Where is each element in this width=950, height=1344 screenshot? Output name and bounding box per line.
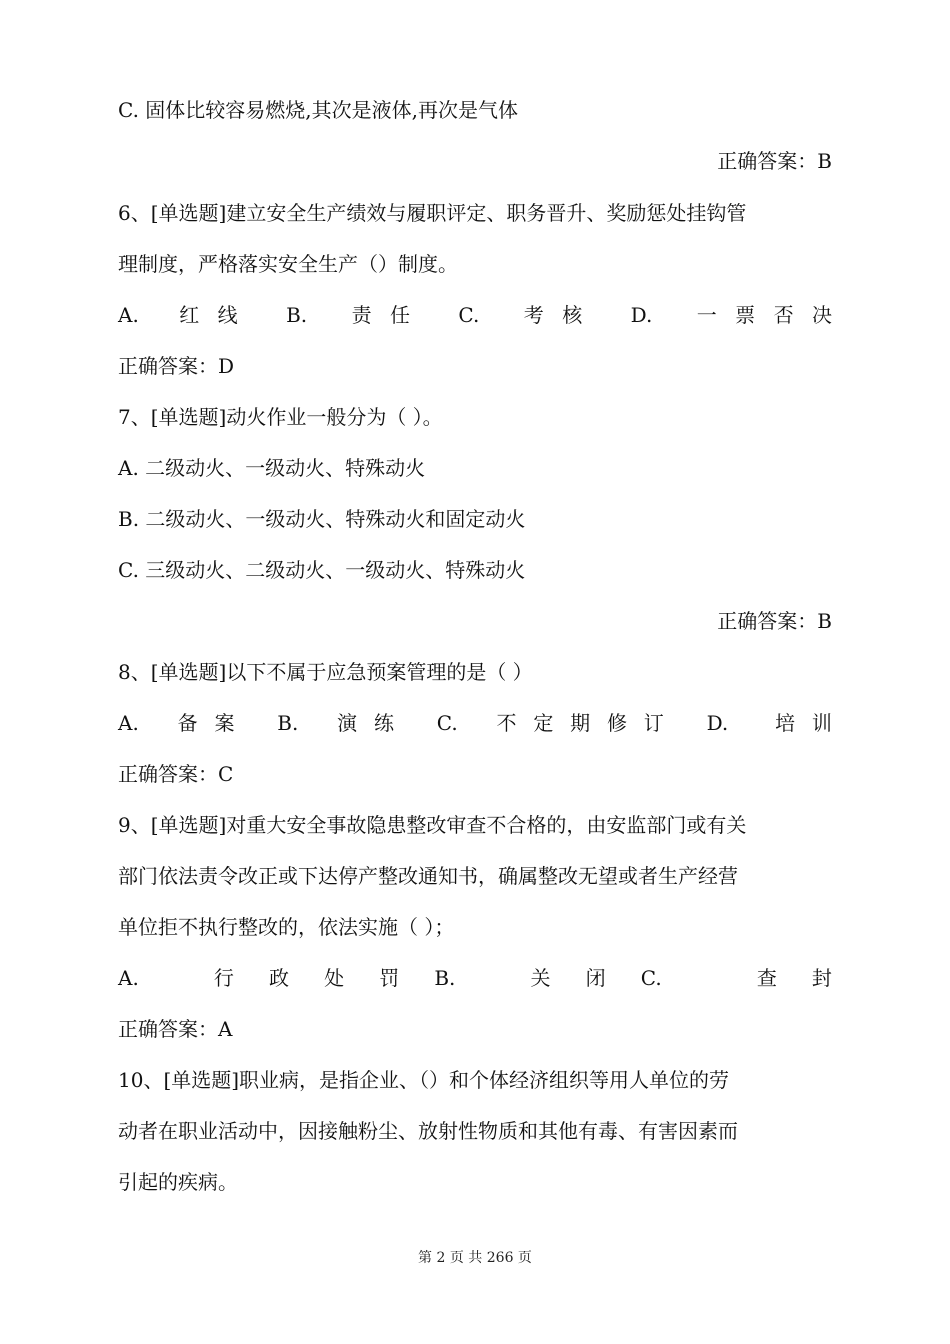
- q8-option-token: D.: [706, 711, 729, 735]
- q7-option-a: A. 二级动火、一级动火、特殊动火: [118, 456, 426, 480]
- q6-option-token: 红: [179, 303, 200, 327]
- q8-answer: 正确答案：C: [118, 762, 234, 786]
- q8-option-token: 不: [496, 711, 517, 735]
- q9-option-token: 闭: [585, 966, 606, 990]
- q6-options: [118, 301, 832, 329]
- q9-option-token: 处: [324, 966, 345, 990]
- q9-option-token: 行: [213, 966, 234, 990]
- q9-option-token: 封: [811, 966, 832, 990]
- q8-option-token: 订: [643, 711, 664, 735]
- q8-option-token: 演: [337, 711, 358, 735]
- q5-option-c: C. 固体比较容易燃烧,其次是液体,再次是气体: [118, 98, 519, 122]
- q10-stem-line-2: 动者在职业活动中，因接触粉尘、放射性物质和其他有毒、有害因素而: [118, 1119, 738, 1143]
- q6-option-token: 一: [696, 303, 717, 327]
- q9-option-token: A.: [118, 966, 139, 990]
- q6-option-token: 票: [735, 303, 756, 327]
- q6-stem-line-2: 理制度，严格落实安全生产（）制度。: [118, 252, 458, 276]
- q9-option-token: 关: [530, 966, 551, 990]
- q7-stem: 7、[单选题]动火作业一般分为（ ）。: [118, 405, 443, 429]
- q6-option-token: 责: [351, 303, 372, 327]
- q8-option-token: 备: [177, 711, 198, 735]
- q7-option-b: B. 二级动火、一级动火、特殊动火和固定动火: [118, 507, 526, 531]
- q6-option-token: D.: [630, 303, 653, 327]
- q6-stem-line-1: 6、[单选题]建立安全生产绩效与履职评定、职务晋升、奖励惩处挂钩管: [118, 201, 747, 225]
- q8-option-token: C.: [436, 711, 458, 735]
- q10-stem-line-1: 10、[单选题]职业病，是指企业、（）和个体经济组织等用人单位的劳: [118, 1068, 730, 1092]
- q8-option-token: 修: [606, 711, 627, 735]
- q6-option-token: 线: [217, 303, 238, 327]
- q9-stem-line-2: 部门依法责令改正或下达停产整改通知书，确属整改无望或者生产经营: [118, 864, 738, 888]
- q8-option-token: B.: [277, 711, 299, 735]
- q8-stem: 8、[单选题]以下不属于应急预案管理的是（ ）: [118, 660, 533, 684]
- q9-option-token: 查: [756, 966, 777, 990]
- q7-answer: 正确答案：B: [717, 609, 832, 633]
- q9-stem-line-3: 单位拒不执行整改的，依法实施（ ）；: [118, 915, 455, 939]
- q10-stem-line-3: 引起的疾病。: [118, 1170, 238, 1194]
- q7-option-c: C. 三级动火、二级动火、一级动火、特殊动火: [118, 558, 526, 582]
- q6-answer: 正确答案：D: [118, 354, 235, 378]
- q8-option-token: 培: [775, 711, 796, 735]
- q9-option-token: 罚: [379, 966, 400, 990]
- q9-stem-line-1: 9、[单选题]对重大安全事故隐患整改审查不合格的，由安监部门或有关: [118, 813, 747, 837]
- q6-option-token: 考: [523, 303, 544, 327]
- q6-option-token: 否: [773, 303, 794, 327]
- q5-answer: 正确答案：B: [717, 149, 832, 173]
- q8-option-token: 定: [533, 711, 554, 735]
- q9-options: [118, 964, 832, 992]
- q9-answer: 正确答案：A: [118, 1017, 233, 1041]
- q6-option-token: 任: [389, 303, 410, 327]
- q6-option-token: 决: [812, 303, 832, 327]
- q6-option-token: B.: [286, 303, 308, 327]
- q8-option-token: 练: [373, 711, 394, 735]
- q8-option-token: 期: [570, 711, 591, 735]
- page-footer: 第 2 页 共 266 页: [418, 1250, 532, 1266]
- q8-option-token: 案: [214, 711, 235, 735]
- q8-options: [118, 709, 832, 737]
- q9-option-token: C.: [640, 966, 662, 990]
- q6-option-token: C.: [458, 303, 480, 327]
- q6-option-token: A.: [118, 303, 139, 327]
- q9-option-token: B.: [434, 966, 456, 990]
- q8-option-token: A.: [118, 711, 139, 735]
- q8-option-token: 训: [811, 711, 832, 735]
- q9-option-token: 政: [269, 966, 290, 990]
- q6-option-token: 核: [562, 303, 583, 327]
